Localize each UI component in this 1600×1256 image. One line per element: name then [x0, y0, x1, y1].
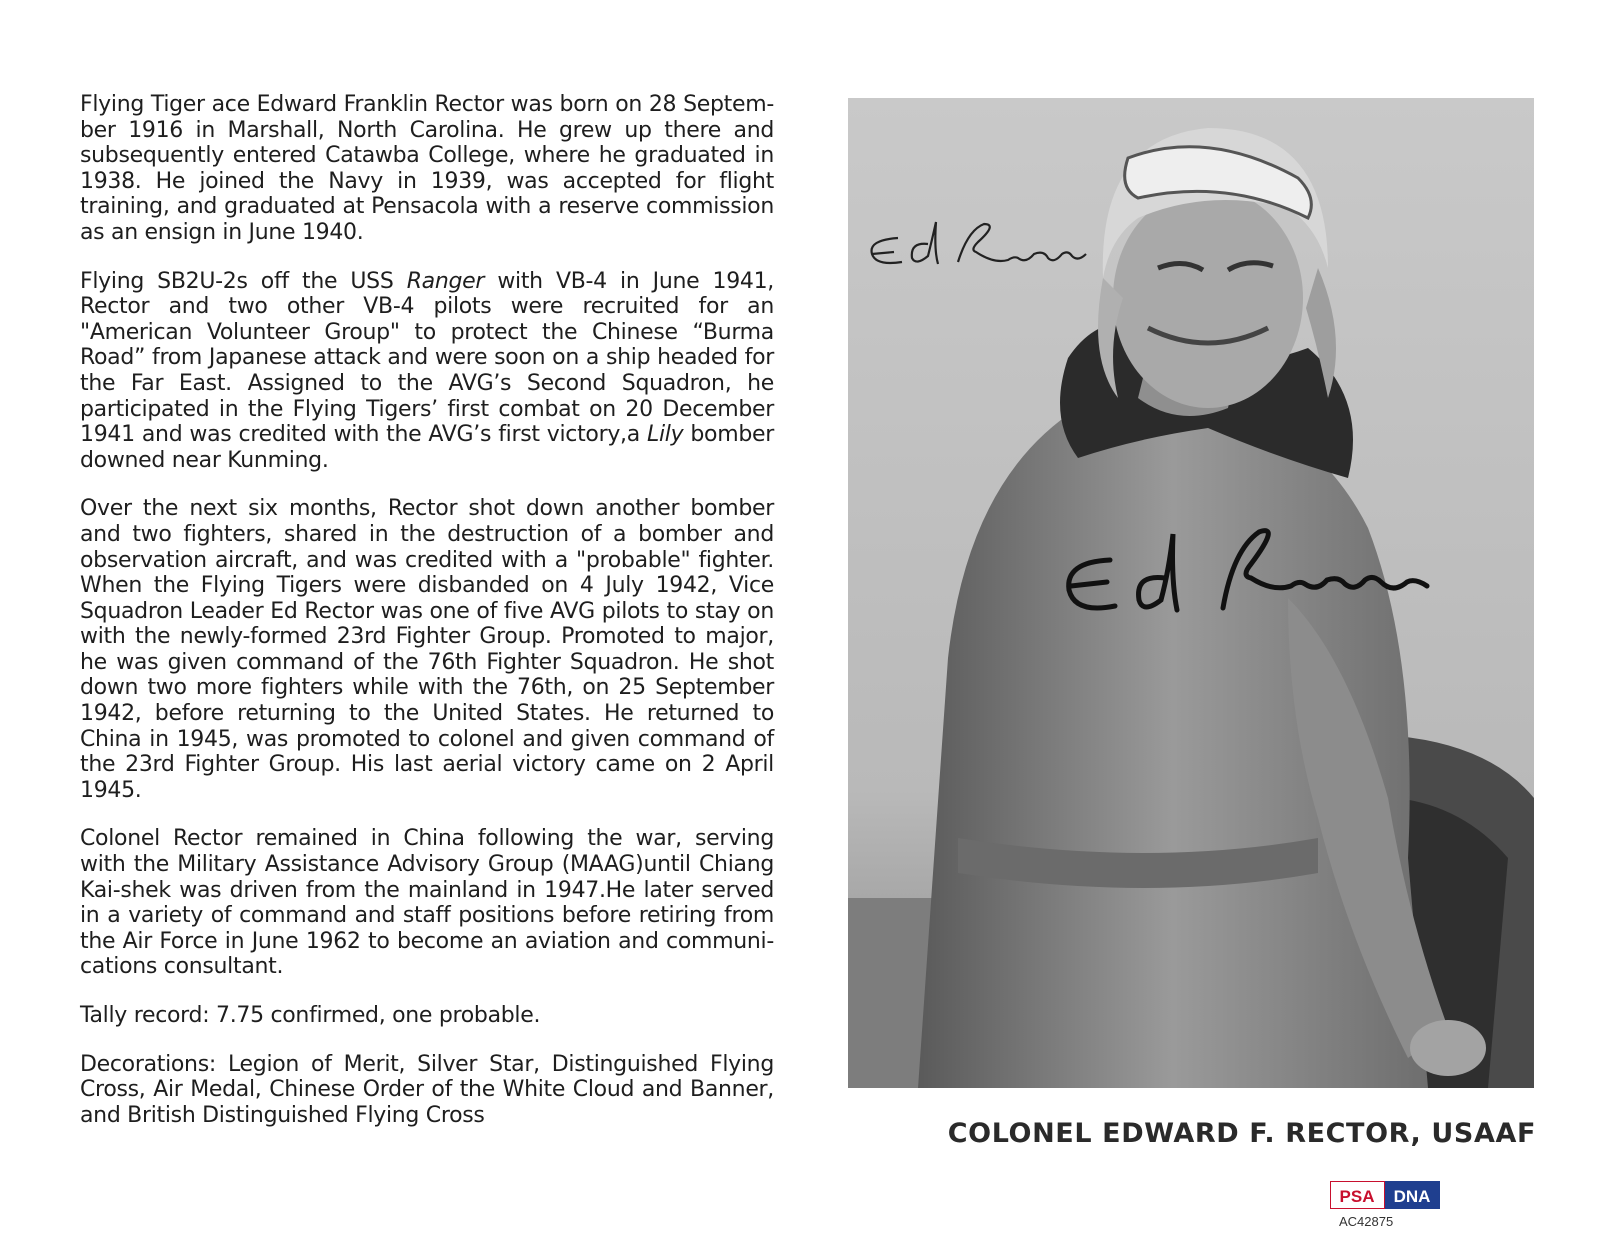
large-signature — [1055, 520, 1430, 640]
bio-p2-middle: with VB-4 in June 1941, Rector and two other VB-4 pilots were recruited for an "American Volunteer Group" to protect the Chinese “Burma Road” from Japanese attack and were soon on a ship headed for the Far East. Assigned to the AVG’s Second Squadron, he participated in the Flying Tigers’ first combat on 20 December 1941 and was credited with the AVG’s first victory,a — [80, 268, 774, 448]
bio-paragraph-victories: Over the next six months, Rector shot down another bomber and two fighters, shared in the destruction of a bomber and observation aircraft, and was credited with a "probable" fighter. When the Flying Tigers were disbanded on 4 July 1942, Vice Squadron Leader Ed Rector was one of five AVG pilots to stay on with the newly-formed 23rd Fighter Group. Promoted to major, he was given command of the 76th Fighter Squadron. He shot down two more fighters while with the 76th, on 25 September 1942, before returning to the United States. He returned to China in 1945, was promoted to colonel and given command of the 23rd Fighter Group. His last aerial victory came on 2 April 1945. — [80, 496, 774, 803]
small-signature — [858, 210, 1088, 290]
bio-p2-end: bomber downed near Kunming. — [80, 422, 774, 473]
certificate-number: AC42875 — [1339, 1214, 1394, 1229]
bio-paragraph-avg — [80, 269, 774, 474]
aircraft-name: Lily — [647, 422, 684, 448]
bio-paragraph-birth: Flying Tiger ace Edward Franklin Rector was born on 28 Septem-ber 1916 in Marshall, North Carolina. He grew up there and subsequently entered Catawba College, where he graduated in 1938. He joined the Navy in 1939, was accepted for flight training, and graduated at Pensacola with a reserve commission as an ensign in June 1940. — [80, 92, 774, 245]
ship-name: Ranger — [406, 268, 485, 294]
decorations: Decorations: Legion of Merit, Silver Star, Distinguished Flying Cross, Air Medal, Chinese Order of the White Cloud and Banner, and British Distinguished Flying Cross — [80, 1051, 774, 1128]
photo-caption: COLONEL EDWARD F. RECTOR, USAAF — [947, 1118, 1536, 1149]
tally-record: Tally record: 7.75 confirmed, one probable. — [80, 1003, 541, 1028]
biography-text — [80, 92, 774, 1151]
psa-dna-logo — [1330, 1181, 1440, 1209]
bio-p2-start: Flying SB2U-2s off the USS — [80, 268, 407, 294]
bio-paragraph-postwar: Colonel Rector remained in China following the war, serving with the Military Assistance Advisory Group (MAAG)until Chiang Kai-shek was driven from the mainland in 1947.He later served in a variety of command and staff positions before retiring from the Air Force in June 1962 to become an aviation and communi-cations consultant. — [80, 826, 774, 980]
svg-text:PSA: PSA — [1339, 1187, 1375, 1206]
svg-text:DNA: DNA — [1393, 1187, 1431, 1206]
